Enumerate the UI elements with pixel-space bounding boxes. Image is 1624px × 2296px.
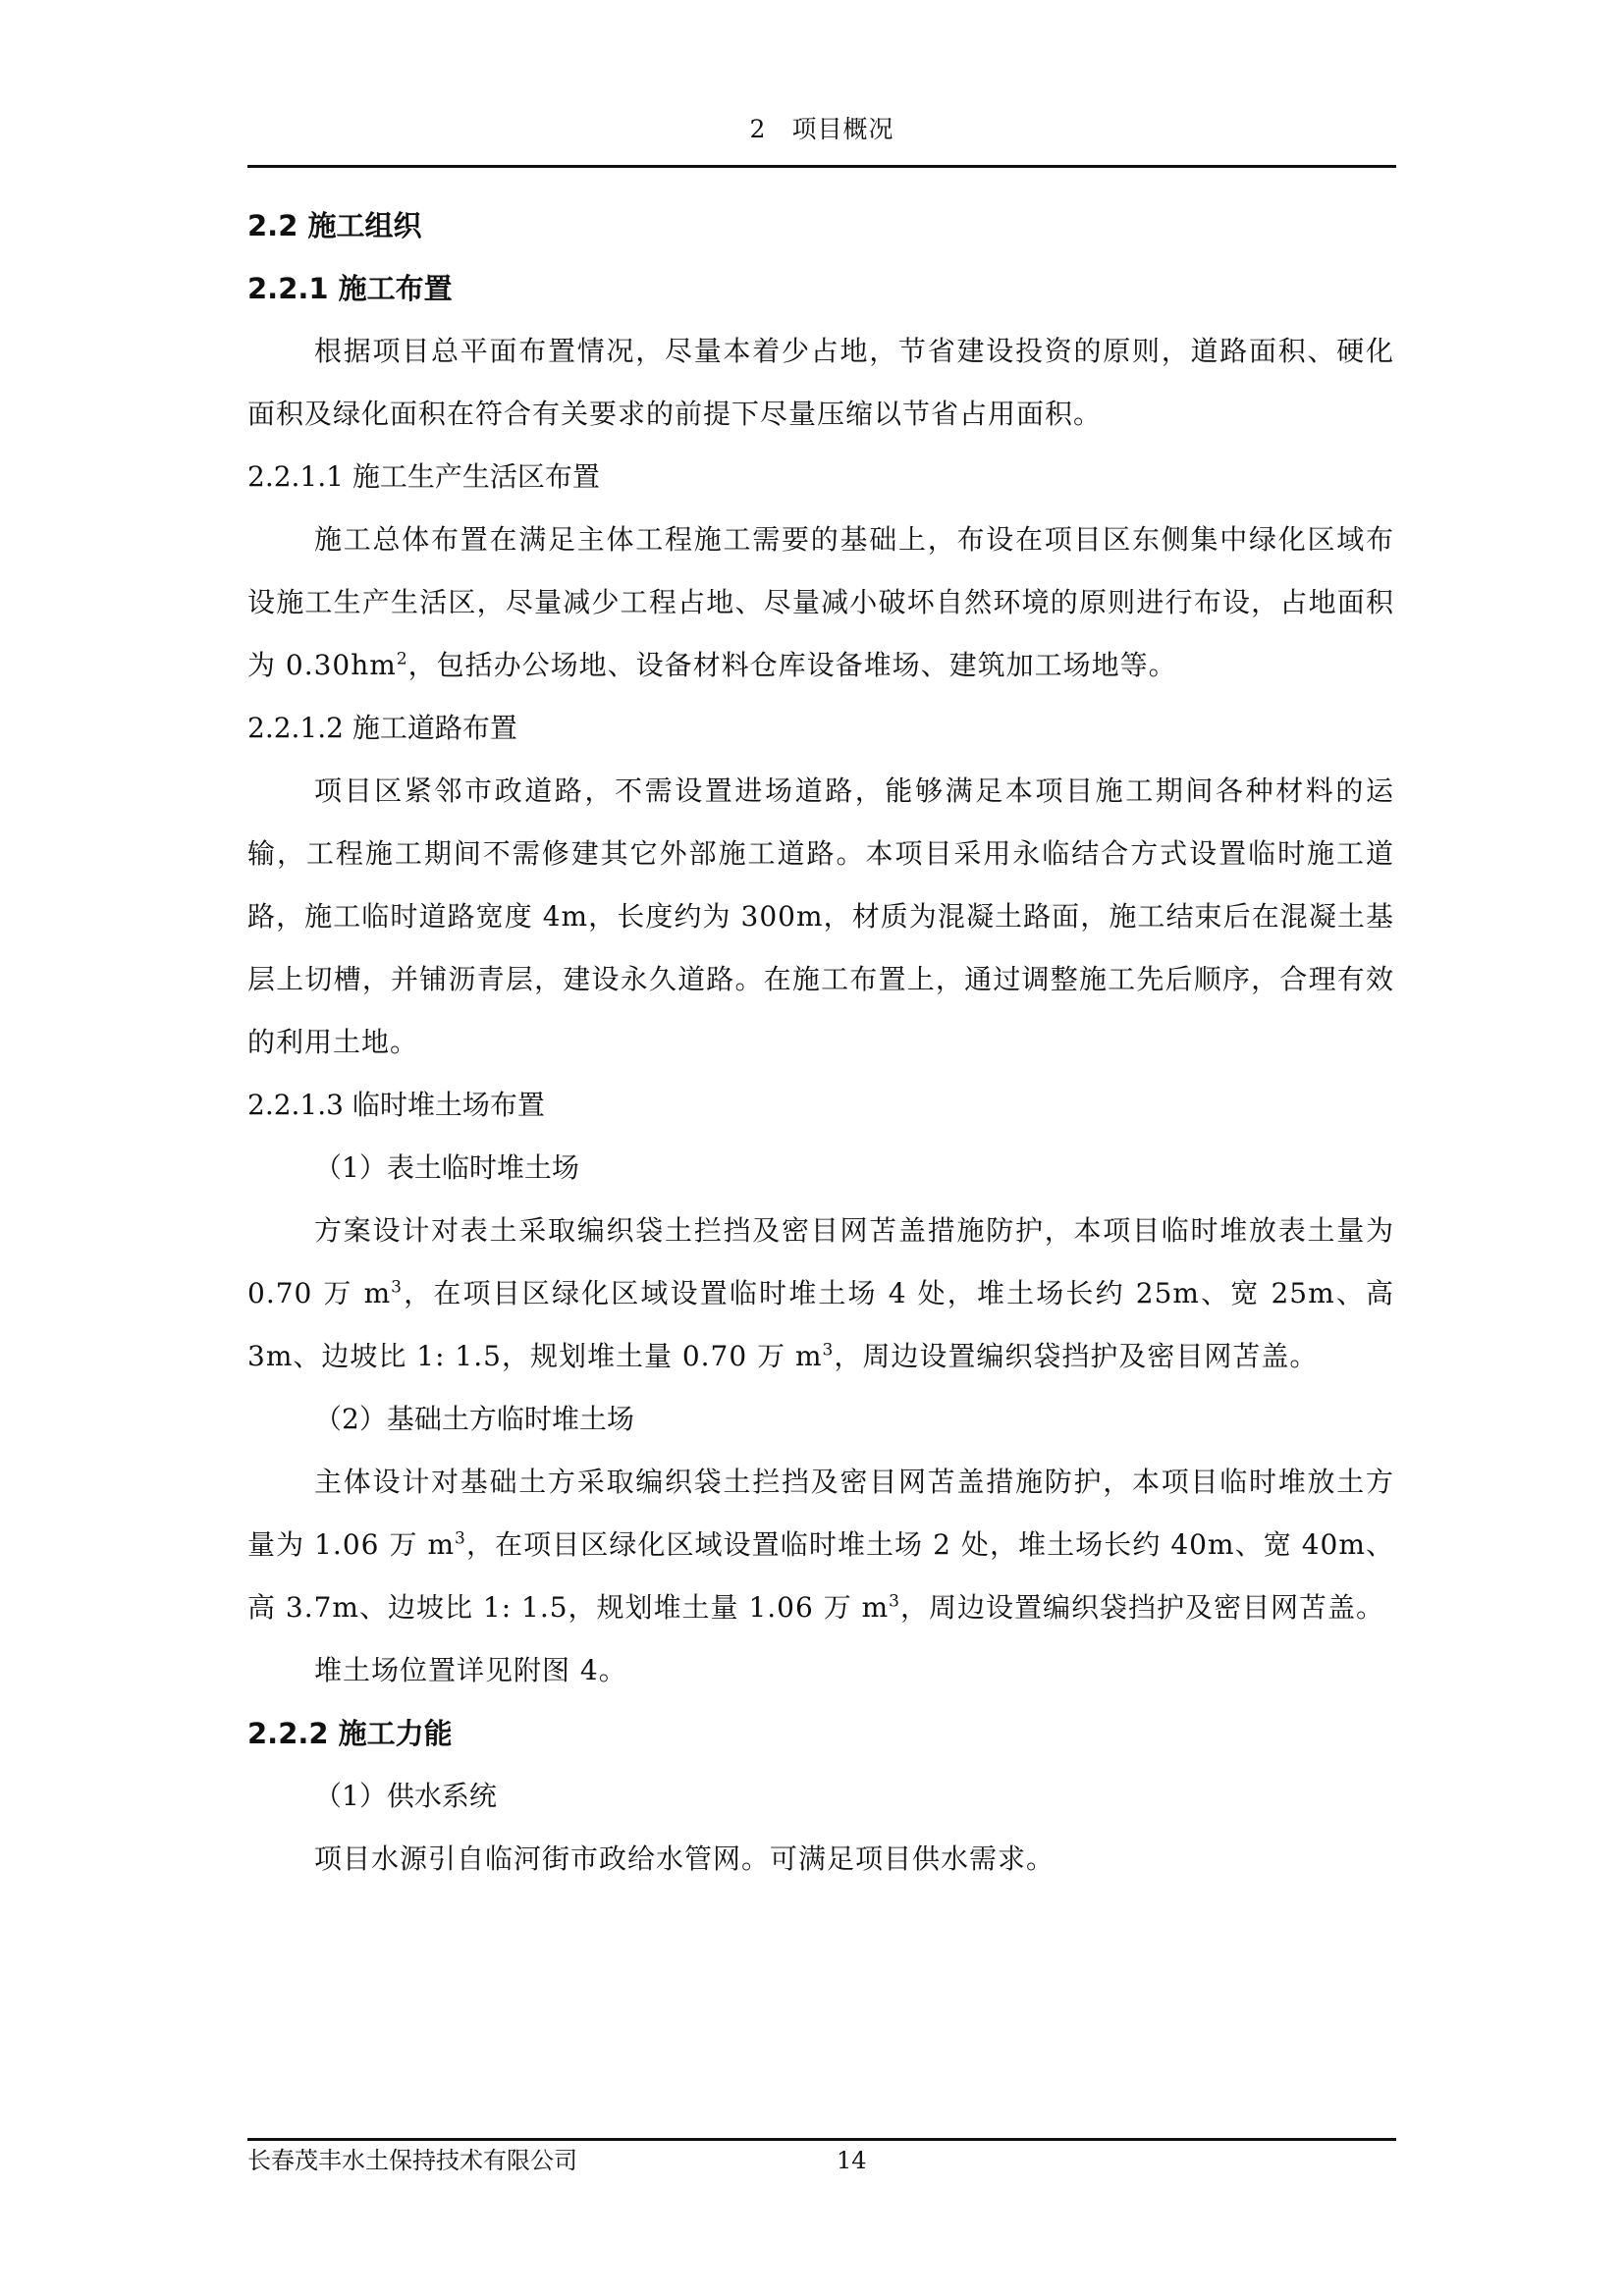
footer-company: 长春茂丰水土保持技术有限公司 [247,2147,577,2174]
paragraph-foundation-part2: ，在项目区绿化区域设置临时堆土场 2 处，堆土场长约 40m、宽 40m、高 3.7m、边坡比 1: 1.5，规划堆土量 1.06 万 m [247,1528,1394,1624]
paragraph-foundation-part1: 主体设计对基础土方采取编织袋土拦挡及密目网苫盖措施防护，本项目临时堆放土方量为 1.06 万 m [247,1466,1394,1561]
running-header: 2 项目概况 [749,115,894,143]
page-number: 14 [837,2147,867,2174]
paragraph-camp-part1: 施工总体布置在满足主体工程施工需要的基础上，布设在项目区东侧集中绿化区域布设施工生产生活区，尽量减少工程占地、尽量减小破坏自然环境的原则进行布设，占地面积为 0.30hm [247,523,1394,681]
paragraph-foundation [247,1451,1394,1639]
paragraph-water: 项目水源引自临河街市政给水管网。可满足项目供水需求。 [314,1842,1056,1875]
section-heading-2-2-1-3: 2.2.1.3 临时堆土场布置 [247,1089,545,1121]
paragraph-intro: 根据项目总平面布置情况，尽量本着少占地，节省建设投资的原则，道路面积、硬化面积及绿化面积在符合有关要求的前提下尽量压缩以节省占用面积。 [247,335,1394,430]
paragraph-topsoil [247,1200,1394,1388]
document-body [247,194,1394,1891]
list-item-water-supply: （1）供水系统 [314,1780,497,1812]
list-item-topsoil: （1）表土临时堆土场 [314,1151,579,1184]
footer-rule [247,2138,1396,2141]
paragraph-foundation-part3: ，周边设置编织袋挡护及密目网苫盖。 [899,1591,1384,1624]
superscript-3: 3 [455,1528,466,1549]
superscript-3: 3 [889,1591,900,1612]
section-heading-2-2-1-2: 2.2.1.2 施工道路布置 [247,712,517,744]
paragraph-camp [247,508,1394,697]
paragraph-camp-part2: ，包括办公场地、设备材料仓库设备堆场、建筑加工场地等。 [407,649,1177,681]
section-heading-2-2-2: 2.2.2 施工力能 [247,1717,453,1750]
paragraph-topsoil-part2: ，在项目区绿化区域设置临时堆土场 4 处，堆土场长约 25m、宽 25m、高 3m、边坡比 1: 1.5，规划堆土量 0.70 万 m [247,1277,1394,1372]
superscript-2: 2 [396,649,408,669]
paragraph-topsoil-part3: ，周边设置编织袋挡护及密目网苫盖。 [834,1340,1319,1372]
paragraph-reference: 堆土场位置详见附图 4。 [314,1654,627,1686]
superscript-3: 3 [391,1277,403,1298]
section-heading-2-2-1-1: 2.2.1.1 施工生产生活区布置 [247,460,600,493]
paragraph-topsoil-part1: 方案设计对表土采取编织袋土拦挡及密目网苫盖措施防护，本项目临时堆放表土量为 0.70 万 m [247,1214,1394,1309]
superscript-3: 3 [822,1340,835,1361]
paragraph-road: 项目区紧邻市政道路，不需设置进场道路，能够满足本项目施工期间各种材料的运输，工程施工期间不需修建其它外部施工道路。本项目采用永临结合方式设置临时施工道路，施工临时道路宽度 4m，长度约为 300m，材质为混凝土路面，施工结束后在混凝土基层上切槽，并铺沥青层，建设永久道路。在施工布置上，通过调整施工先后顺序，合理有效的利用土地。 [247,774,1394,1058]
section-heading-2-2-1: 2.2.1 施工布置 [247,272,453,305]
header-rule [247,165,1396,168]
list-item-foundation: （2）基础土方临时堆土场 [314,1403,634,1435]
section-heading-2-2: 2.2 施工组织 [247,209,422,242]
